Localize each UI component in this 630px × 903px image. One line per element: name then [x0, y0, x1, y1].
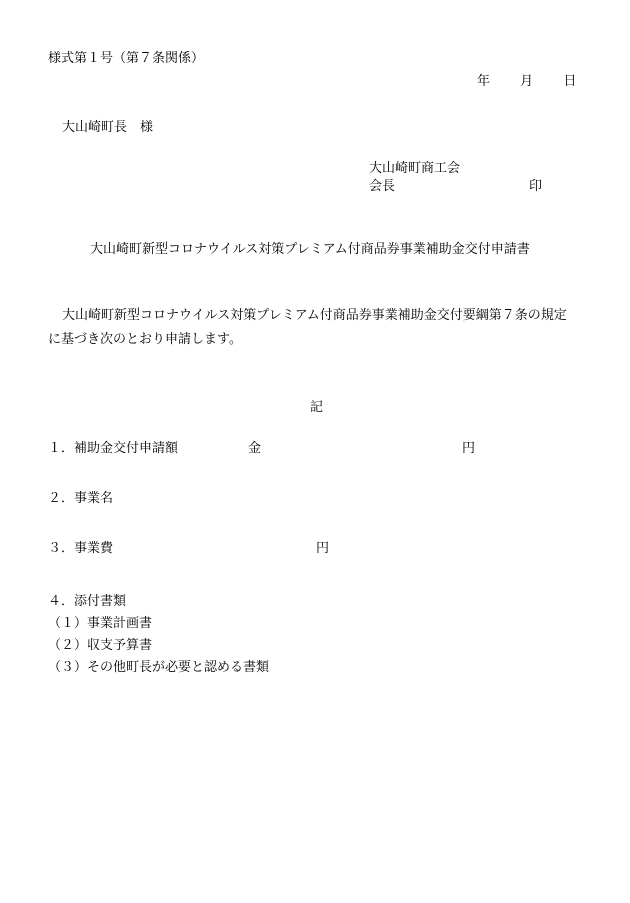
item-1-currency: 金 — [248, 441, 262, 456]
attachment-item: （３）その他町長が必要と認める書類 — [48, 660, 270, 675]
item-4-label: ４．添付書類 — [48, 594, 127, 609]
item-3-label: ３．事業費 — [48, 541, 114, 556]
attachment-item: （１）事業計画書 — [48, 616, 153, 631]
attachment-item: （２）収支予算書 — [48, 638, 153, 653]
seal-mark: 印 — [529, 179, 543, 194]
sender-organization: 大山崎町商工会 — [369, 161, 461, 176]
sender-title: 会長 — [369, 179, 396, 194]
body-text-line-1: 大山崎町新型コロナウイルス対策プレミアム付商品券事業補助金交付要綱第７条の規定 — [62, 308, 567, 323]
date-month: 月 — [520, 74, 534, 89]
ki-marker: 記 — [310, 400, 324, 415]
body-text-line-2: に基づき次のとおり申請します。 — [48, 332, 242, 347]
form-number: 様式第１号（第７条関係） — [48, 51, 205, 66]
addressee: 大山崎町長 様 — [62, 120, 154, 135]
date-line — [477, 75, 576, 88]
document-title: 大山崎町新型コロナウイルス対策プレミアム付商品券事業補助金交付申請書 — [90, 242, 530, 257]
item-1-label: １．補助金交付申請額 — [48, 441, 179, 456]
item-1-unit: 円 — [462, 441, 476, 456]
date-day: 日 — [563, 74, 577, 89]
item-3-unit: 円 — [316, 541, 330, 556]
item-2-label: ２．事業名 — [48, 491, 114, 506]
date-year: 年 — [477, 74, 491, 89]
